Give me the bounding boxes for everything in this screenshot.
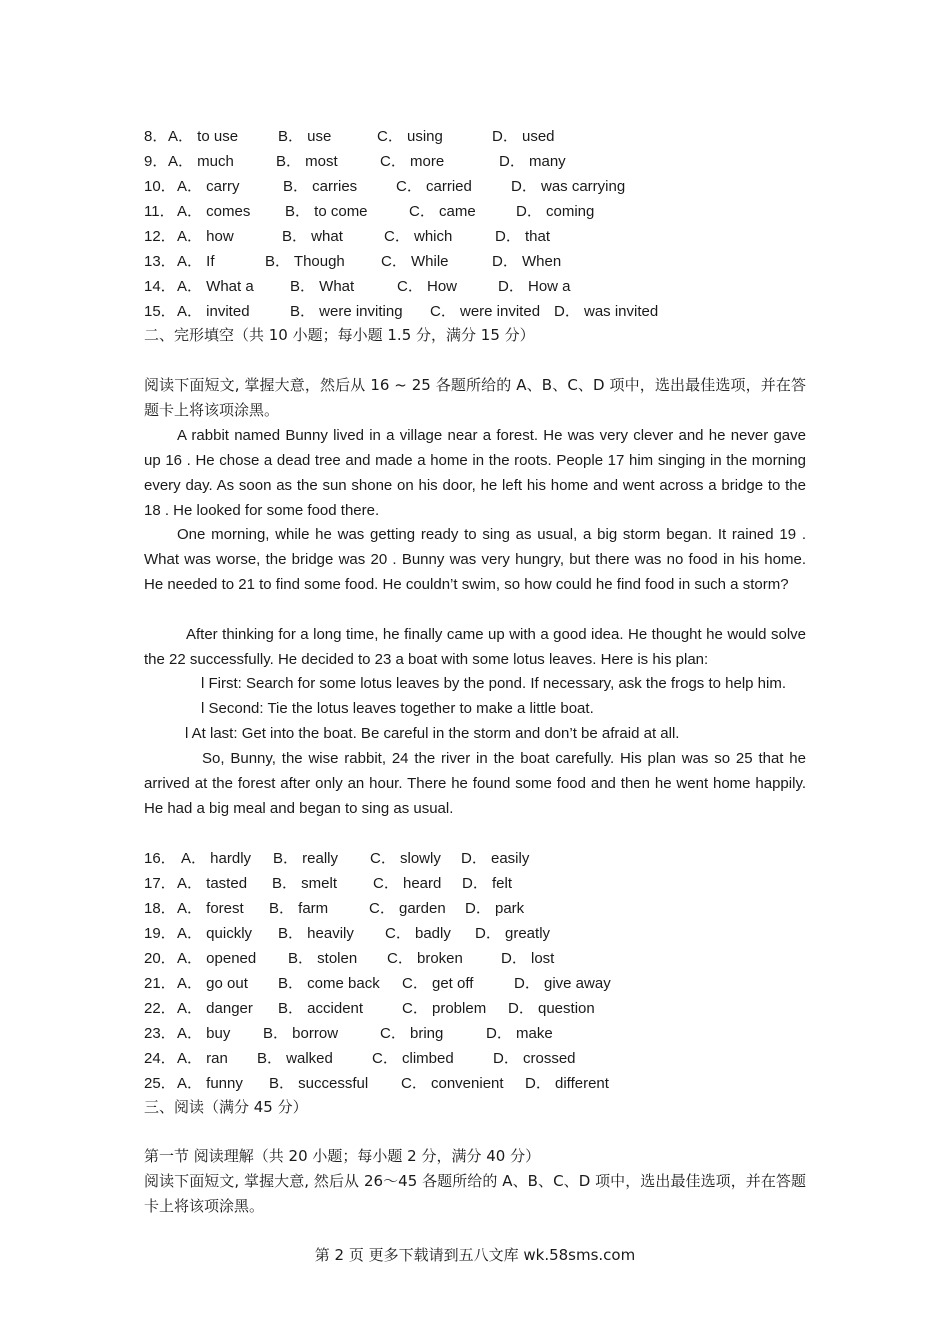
paragraph-text: One morning, while he was getting ready to sing as usual, a big storm began. It rained 19 . What was worse, the bridge was 20 . Bunny was very hungry, but there was no food in his home. He needed to 21 to find some food. He couldn’t swim, so how could he find food in such a storm? [144,526,806,593]
option-d: D． was carrying [511,178,626,195]
option-d: D． lost [501,950,555,967]
section-2-heading: 二、完形填空（共 10 小题；每小题 1.5 分，满分 15 分） [144,326,535,344]
section-3-instruction: 阅读下面短文, 掌握大意, 然后从 26～45 各题所给的 A、B、C、D 项中，选出最佳选项，并在答题卡上将该项涂黑。 [144,1172,806,1215]
option-c: C． How [397,278,458,295]
option-d: D． question [508,1000,595,1017]
option-c: C． using [377,128,443,145]
option-d: D． that [495,228,551,245]
option-a: A． funny [177,1075,243,1092]
option-b: B． What [290,278,355,295]
option-c: C． convenient [401,1075,504,1092]
option-c: C． broken [387,950,463,967]
question-number: 10． [144,178,176,195]
option-a: A． buy [177,1025,231,1042]
option-c: C． were invited [430,303,541,320]
option-d: D． easily [461,850,530,867]
question-number: 12． [144,228,176,245]
question-number: 14． [144,278,176,295]
option-a: A． to use [168,128,239,145]
option-d: D． coming [516,203,595,220]
option-b: B． really [273,850,339,867]
option-c: C． which [384,228,453,245]
option-b: B． successful [269,1075,369,1092]
option-d: D． give away [514,975,611,992]
question-number: 19． [144,925,176,942]
option-b: B． carries [283,178,358,195]
question-number: 20． [144,950,176,967]
option-d: D． used [492,128,555,145]
option-c: C． heard [373,875,442,892]
option-c: C． carried [396,178,472,195]
option-b: B． smelt [272,875,338,892]
option-c: C． get off [402,975,474,992]
plan-step-2: l Second: Tie the lotus leaves together to make a little boat. [201,700,594,717]
section-3-heading: 三、阅读（满分 45 分） [144,1098,308,1116]
option-a: A． how [177,228,234,245]
option-b: B． were inviting [290,303,403,320]
section-3-subheading: 第一节 阅读理解（共 20 小题；每小题 2 分，满分 40 分） [144,1147,541,1165]
option-b: B． walked [257,1050,333,1067]
option-a: A． ran [177,1050,228,1067]
option-a: A． hardly [181,850,252,867]
option-d: D． felt [462,875,513,892]
question-number: 21． [144,975,176,992]
option-a: A． forest [177,900,244,917]
option-d: D． greatly [475,925,551,942]
option-d: D． When [492,253,562,270]
question-number: 13． [144,253,176,270]
option-a: A． go out [177,975,248,992]
question-number: 8． [144,128,168,145]
option-b: B． borrow [263,1025,339,1042]
paragraph-text: A rabbit named Bunny lived in a village near a forest. He was very clever and he never gave up 16 . He chose a dead tree and made a home in the roots. People 17 him singing in the morning every day. As soon as the sun shone on his door, he left his home and went across a bridge to the 18 . He looked for some food there. [144,427,806,519]
option-d: D． crossed [493,1050,576,1067]
passage-paragraph-1 [144,423,806,523]
option-d: D． was invited [554,303,659,320]
option-a: A． danger [177,1000,253,1017]
option-b: B． Though [265,253,345,270]
question-number: 16． [144,850,176,867]
section-2-instruction: 阅读下面短文, 掌握大意，然后从 16 ~ 25 各题所给的 A、B、C、D 项中，选出最佳选项，并在答题卡上将该项涂黑。 [144,376,806,419]
option-b: B． heavily [278,925,354,942]
option-b: B． what [282,228,343,245]
option-c: C． While [381,253,449,270]
passage-paragraph-4 [144,746,806,821]
option-b: B． most [276,153,338,170]
question-number: 25． [144,1075,176,1092]
plan-step-3: l At last: Get into the boat. Be careful in the storm and don’t be afraid at all. [185,725,680,742]
question-number: 23． [144,1025,176,1042]
option-a: A． What a [177,278,254,295]
question-number: 11． [144,203,175,220]
paragraph-text: After thinking for a long time, he finally came up with a good idea. He thought he would solve the 22 successfully. He decided to 23 a boat with some lotus leaves. Here is his plan: [144,626,806,668]
passage-paragraph-2 [144,522,806,597]
option-a: A． tasted [177,875,248,892]
option-c: C． problem [402,1000,487,1017]
option-c: C． came [409,203,476,220]
option-a: A． opened [177,950,257,967]
question-number: 18． [144,900,176,917]
paragraph-text: So, Bunny, the wise rabbit, 24 the river in the boat carefully. His plan was so 25 that he arrived at the forest after only an hour. There he found some food and then he went home happily. He had a big meal and began to sing as usual. [144,750,806,817]
option-b: B． come back [278,975,380,992]
option-b: B． to come [285,203,368,220]
option-b: B． farm [269,900,329,917]
option-c: C． badly [385,925,451,942]
option-d: D． How a [498,278,571,295]
option-c: C． climbed [372,1050,454,1067]
question-number: 17． [144,875,176,892]
option-d: D． many [499,153,566,170]
option-a: A． quickly [177,925,253,942]
option-c: C． slowly [370,850,441,867]
question-number: 9． [144,153,168,170]
option-c: C． more [380,153,445,170]
page-footer: 第 2 页 更多下载请到五八文库 wk.58sms.com [314,1246,636,1264]
option-a: A． carry [177,178,240,195]
passage-paragraph-3 [144,622,806,672]
plan-step-1: l First: Search for some lotus leaves by the pond. If necessary, ask the frogs to help him. [201,675,786,692]
question-number: 24． [144,1050,176,1067]
option-c: C． bring [380,1025,444,1042]
option-a: A． comes [177,203,251,220]
option-b: B． stolen [288,950,358,967]
option-a: A． invited [177,303,250,320]
option-d: D． make [486,1025,553,1042]
option-d: D． different [525,1075,609,1092]
question-number: 22． [144,1000,176,1017]
option-a: A． If [177,253,215,270]
question-number: 15． [144,303,176,320]
option-b: B． use [278,128,332,145]
option-a: A． much [168,153,234,170]
option-b: B． accident [278,1000,364,1017]
option-c: C． garden [369,900,446,917]
option-d: D． park [465,900,525,917]
